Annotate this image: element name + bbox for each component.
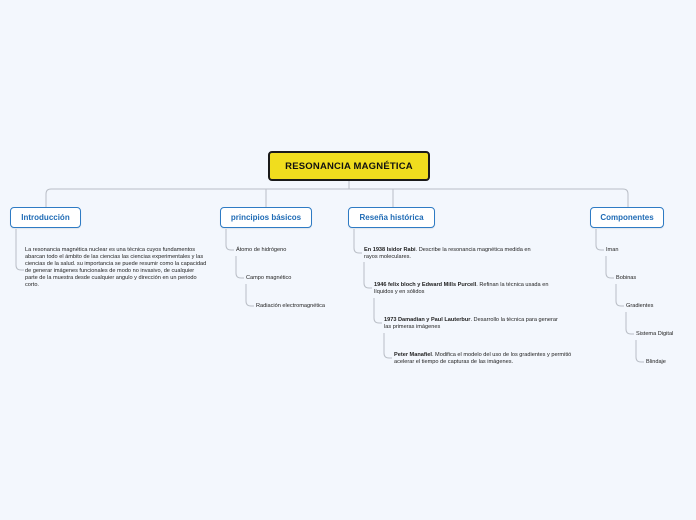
branch-resena-label: Reseña histórica [359, 213, 424, 222]
componentes-item-gradientes[interactable]: Gradientes [626, 303, 654, 309]
resena-item-manafiel[interactable]: Peter Manafiel. Modifica el modelo del uso de los gradientes y permitió acelerar el tiempo de capturas de las imágenes. [394, 352, 572, 365]
branch-componentes[interactable] [590, 207, 664, 228]
principios-item-atomo[interactable]: Átomo de hidrógeno [236, 247, 287, 253]
resena-item-bloch-purcell[interactable]: 1946 felix bloch y Edward Mills Purcell. Refinan la técnica usada en líquidos y en sólidos [374, 282, 549, 295]
componentes-item-blindaje[interactable]: Blindaje [646, 359, 666, 365]
resena-item-rabi[interactable]: En 1938 Isidor Rabi. Describe la resonancia magnética medida en rayos moleculares. [364, 247, 531, 260]
branch-introduccion[interactable] [10, 207, 81, 228]
branch-principios-basicos[interactable] [220, 207, 312, 228]
principios-item-radiacion[interactable]: Radiación electromagnética [256, 303, 326, 309]
introduccion-text[interactable]: La resonancia magnética nuclear es una técnica cuyos fundamentos abarcan todo el ámbito de las ciencias las ciencias experimentales y las ciencias de la salud. su importancia se puede resumir como la capacidad de generar imágenes funcionales de modo no invasivo, de cualquier parte de la muestra desde cualquier angulo y dirección en un periodo corto. [25, 247, 207, 288]
root-label: RESONANCIA MAGNÉTICA [285, 160, 413, 172]
branch-componentes-label: Componentes [600, 213, 654, 222]
root-node[interactable] [268, 151, 430, 181]
componentes-item-bobinas[interactable]: Bobinas [616, 275, 637, 281]
principios-item-campo[interactable]: Campo magnético [246, 275, 292, 281]
branch-introduccion-label: Introducción [21, 213, 70, 222]
componentes-item-sistema-digital[interactable]: Sistema Digital [636, 331, 674, 337]
branch-resena-historica[interactable] [348, 207, 435, 228]
componentes-item-iman[interactable]: Iman [606, 247, 619, 253]
resena-item-damadian-lauterbur[interactable]: 1973 Damadian y Paul Lauterbur. Desarrollo la técnica para generar las primeras imágenes [384, 317, 558, 330]
branch-principios-label: principios básicos [230, 213, 302, 222]
